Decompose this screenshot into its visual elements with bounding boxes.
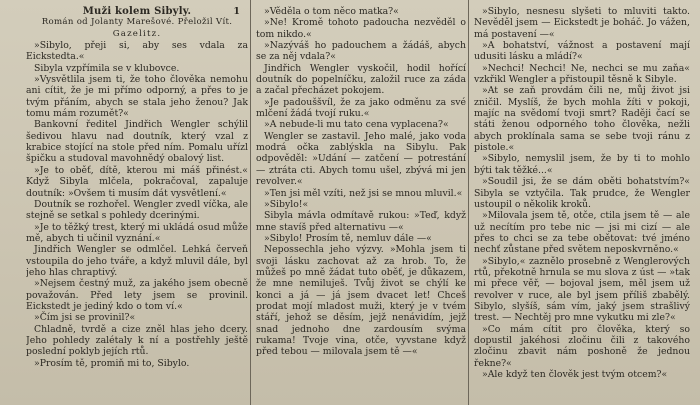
column-divider-right	[468, 0, 469, 405]
paragraph: »Je to oběť, dítě, kterou mi máš přinést.« Když Sibyla mlčela, pokračoval, zapaluje doutník: »Ovšem ti musím dát vysvětlení.«	[26, 164, 248, 199]
paragraph: »Sibylo!«	[264, 198, 309, 210]
paragraph: »Sibylo, nesnesu slyšeti to mluviti takto. Nevěděl jsem — Eickstedt je boháč. Jo vážen, má postavení —«	[474, 6, 690, 40]
paragraph: »Vysvětlila jsem ti, že toho člověka nemohu ani cítit, že je mi přímo odporný, a přes to je tvým přáním, abych se stala jeho ženou? Jak tomu mám rozumět?«	[26, 74, 248, 120]
paragraph: Jindřich Wengler vyskočil, hodil hořící doutník do popelníčku, založil ruce za záda a začal přecházet pokojem.	[256, 62, 466, 97]
paragraph: Doutník se rozhořel. Wengler zvedl víčka, ale stejně se setkal s pohledy dcerinými.	[26, 198, 248, 222]
paragraph: Bankovní ředitel Jindřich Wengler schýlil šedivou hlavu nad doutník, který vzal z krabice stojící na stole před ním. Pomalu uřízl špičku a studoval mavohnědý obalový list.	[26, 119, 248, 165]
column-middle	[256, 6, 466, 401]
paragraph: »Prosím tě, promiň mi to, Sibylo.	[34, 357, 190, 369]
paragraph: »Sibylo! Prosím tě, nemluv dále —«	[264, 232, 432, 244]
paragraph: »Ten jsi měl vzíti, než jsi se mnou mluvil.«	[264, 187, 463, 199]
paragraph: »Nazýváš ho padouchem a žádáš, abych se za něj vdala?«	[256, 40, 466, 63]
column-left	[26, 6, 248, 401]
story-byline: Román od Jolanty Marešové. Přeložil Vít.	[41, 17, 233, 28]
page-number: 1	[233, 6, 240, 17]
paragraph: »Ne! Kromě tohoto padoucha nezvěděl o tom nikdo.«	[256, 17, 466, 40]
paragraph: Chladně, tvrdě a cize zněl hlas jeho dcery. Jeho pohledy zalétaly k ní a postřehly ještě poslední poklyb jejích rtů.	[26, 323, 248, 358]
serial-header	[26, 6, 248, 17]
column-right	[474, 6, 690, 401]
paragraph: »Sibylo,« zaznělo prosebně z Wenglerových rtů, překotně hrnula se mu slova z úst — »tak mi přece věř, — bojoval jsem, měl jsem už revolver v ruce, ale byl jsem příliš zbabělý. Sibylo, slyšíš, sám vím, jaký jsem strašlivý trest. — Nechtěj pro mne vykutku mi zle?«	[474, 255, 690, 324]
paragraph: »Sibylo, nemyslil jsem, že by ti to mohlo býti tak těžké...«	[474, 153, 690, 176]
paragraph: »Čím jsi se provinil?«	[34, 312, 136, 324]
paragraph: Nepossechla jeho výzvy. »Mohla jsem ti svoji lásku zachovat až za hrob. To, že můžeš po mně žádat tuto oběť, je důkazem, že mne nemiluješ. Tvůj život se chýlí ke konci a já — já jsem dvacet let! Chceš prodat mojí mladost muži, který je v tvém stáří, jehož se děsím, jejž nenávidím, jejž snad jednoho dne zardousím svýma rukama! Tvoje vina, otče, vyvstane když před tebou — milovala jsem tě —«	[256, 244, 466, 358]
paragraph: »Nechci! Nechci! Ne, nechci se mu zaňa« vzkřikl Wengler a přistoupil těsně k Sibyle.	[474, 62, 690, 86]
paragraph: »Ale když ten člověk jest tvým otcem?«	[482, 369, 668, 380]
paragraph: Sibyla vzpřímila se v klubovce.	[34, 62, 180, 74]
story-title: Muži kolem Sibyly.	[82, 6, 192, 17]
paragraph: »Co mám cítit pro člověka, který so dopustil jakéhosi zločinu čili z takového zločinu zbavit nám poshoně že jednou řekne?«	[474, 323, 690, 369]
paragraph: »A bohatství, vážnost a postavení mají udusiti lásku a mládí?«	[474, 40, 690, 63]
paragraph: »Je padouššvíl, že za jako odměnu za své mlčení žádá tvojí ruku.«	[256, 96, 466, 120]
paragraph: »A nebude-li mu tato cena vyplacena?«	[264, 119, 449, 131]
paragraph: »Je to těžký trest, který mi ukládá osud může mě, abych ti učinil vyznání.«	[26, 221, 248, 244]
paragraph: »Věděla o tom něco matka?«	[264, 6, 399, 17]
paragraph: Sibyla mávla odmítavě rukou: »Teď, když mne stavíš před alternativu —«	[256, 210, 466, 233]
paragraph: Jindřich Wengler se odmlčel. Lehká červeň vstoupila do jeho tváře, a když mluvil dále, byl jeho hlas chraptivý.	[26, 244, 248, 278]
paragraph: »Soudil jsi, že se dám oběti bohatstvím?« Sibyla se vztyčila. Tak prudce, že Wengler ustoupil o několik kroků.	[474, 176, 690, 210]
paragraph: »Nejsem čestný muž, za jakého jsem obecně považován. Před lety jsem se provinil. Eickstedt je jediný kdo o tom ví.«	[26, 278, 248, 312]
paragraph: Wengler se zastavil. Jeho malé, jako voda modrá očka zablýskla na Sibylu. Pak odpověděl: »Udání — zatčení — potrestání — ztráta cti. Abych tomu ušel, zbývá mi jen revolver.«	[256, 130, 466, 188]
column-divider-left	[250, 0, 251, 405]
paragraph: »Milovala jsem tě, otče, ctila jsem tě — ale už necítím pro tebe nic — jsi mi cizí — ale přes to chci se za tebe obětovat: tvé jméno nechť zůstane před světem neposkvrněno.«	[474, 210, 690, 256]
paragraph: »At se zaň provdám čili ne, můj život jsi zničil. Myslíš, že bych mohla žíti v pokoji, majíc na svědomí tvoji smrt? Raději čací se státi ženou odporného toho člověka, nežli abych proklínala sama se sebe tvoji ránu z pistole.«	[474, 85, 690, 154]
paragraph: »Sibylo, přeji si, aby ses vdala za Eickstedta.«	[26, 40, 248, 63]
story-byline-continued: Gazelitz.	[112, 28, 162, 39]
